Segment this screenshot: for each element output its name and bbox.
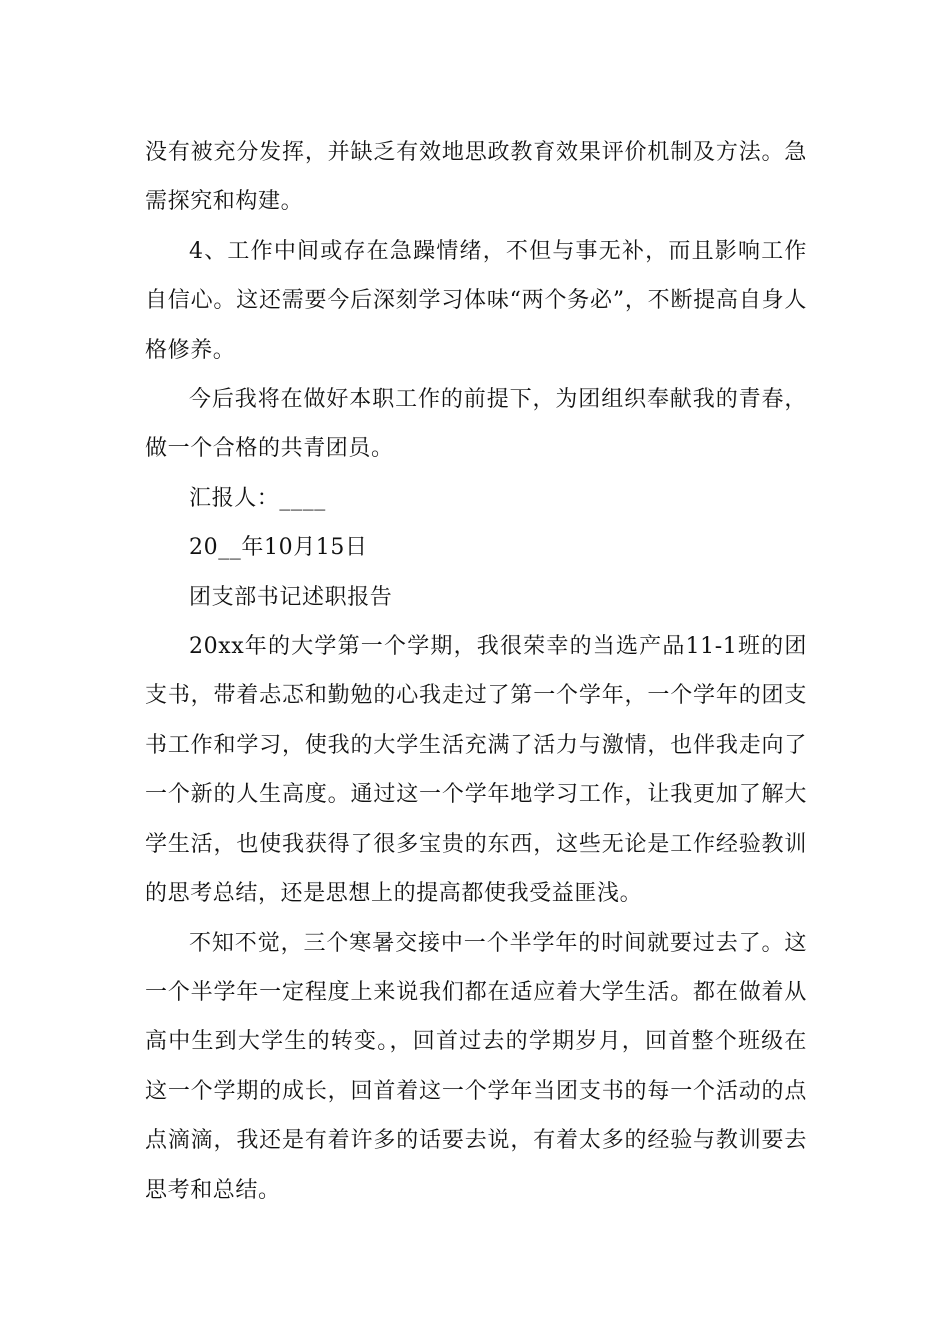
date-line: 20__年10月15日: [189, 535, 368, 561]
section-title: 团支部书记述职报告: [189, 584, 393, 610]
document-body: [145, 128, 807, 1215]
paragraph-3: 今后我将在做好本职工作的前提下，为团组织奉献我的青春，做一个合格的共青团员。: [145, 387, 807, 462]
paragraph-2: 4、工作中间或存在急躁情绪，不但与事无补，而且影响工作自信心。这还需要今后深刻学习体味“两个务必”，不断提高自身人格修养。: [145, 238, 807, 363]
paragraph-7: 20xx年的大学第一个学期，我很荣幸的当选产品11-1班的团支书，带着忐忑和勤勉的心我走过了第一个学年，一个学年的团支书工作和学习，使我的大学生活充满了活力与激情，也伴我走向了一个新的人生高度。通过这一个学年地学习工作，让我更加了解大学生活，也使我获得了很多宝贵的东西，这些无论是工作经验教训的思考总结，还是思想上的提高都使我受益匪浅。: [145, 634, 807, 907]
paragraph-1: 没有被充分发挥，并缺乏有效地思政教育效果评价机制及方法。急需探究和构建。: [145, 140, 807, 215]
paragraph-8: 不知不觉，三个寒暑交接中一个半学年的时间就要过去了。这一个半学年一定程度上来说我们都在适应着大学生活。都在做着从高中生到大学生的转变。，回首过去的学期岁月，回首整个班级在这一个学期的成长，回首着这一个学年当团支书的每一个活动的点点滴滴，我还是有着许多的话要去说，有着太多的经验与教训要去思考和总结。: [145, 930, 807, 1203]
reporter-line: 汇报人：____: [189, 485, 326, 511]
